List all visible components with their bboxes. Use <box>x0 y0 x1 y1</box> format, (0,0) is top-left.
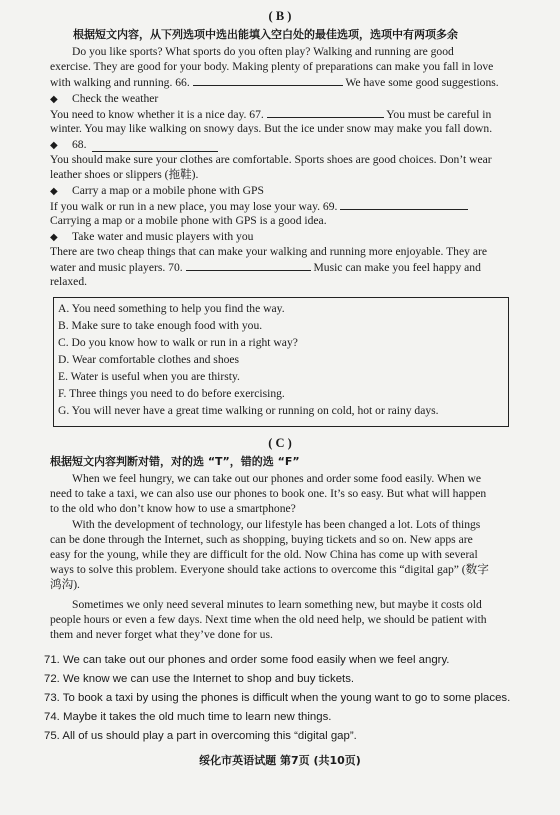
b-heading-4-text: Take water and music players with you <box>72 230 254 243</box>
diamond-bullet-icon: ◆ <box>50 94 58 105</box>
b-heading-3-text: Carry a map or a mobile phone with GPS <box>72 184 264 197</box>
answer-blank-67[interactable] <box>267 107 384 118</box>
b-para4-line1-text: If you walk or run in a new place, you may lose your way. 69. <box>50 200 338 213</box>
option-e: E. Water is useful when you are thirsty. <box>58 370 240 383</box>
c-para3-line1: Sometimes we only need several minutes to learn something new, but maybe it costs old <box>72 598 482 611</box>
c-para2-line3: easy for the young, while they are difficult for the old. Now China has come up with several <box>50 548 478 561</box>
b-para2-line1-end: You must be careful in <box>386 108 492 121</box>
statement-75: 75. All of us should play a part in overcoming this “digital gap”. <box>44 730 357 742</box>
diamond-bullet-icon: ◆ <box>50 140 58 151</box>
section-c-header: ( C ) <box>268 436 292 450</box>
diamond-bullet-icon: ◆ <box>50 186 58 197</box>
b-heading-3 <box>50 184 526 200</box>
page-footer: 绥化市英语试题 第7页 (共10页) <box>199 754 361 767</box>
c-para3-line3: them and never forget what they’ve done for us. <box>50 628 273 641</box>
c-para2-line5: 鸿沟). <box>50 578 80 591</box>
statement-74: 74. Maybe it takes the old much time to learn new things. <box>44 711 332 723</box>
option-c: C. Do you know how to walk or run in a right way? <box>58 336 298 349</box>
section-c-instruction: 根据短文内容判断对错，对的选 “T”，错的选 “F” <box>50 455 300 468</box>
b-para4-line1 <box>50 199 526 215</box>
b-para2-line2: winter. You may like walking on snowy days. But the ice under snow may make you fall down. <box>50 122 493 135</box>
option-a: A. You need something to help you find the way. <box>58 302 285 315</box>
b-para5-line2-text: water and music players. 70. <box>50 261 183 274</box>
statement-73: 73. To book a taxi by using the phones is difficult when the young want to go to some places. <box>44 692 511 704</box>
b-para2-line1-text: You need to know whether it is a nice day. 67. <box>50 108 264 121</box>
c-para1-line3: to the old who don’t know how to use a smartphone? <box>50 502 296 515</box>
option-d: D. Wear comfortable clothes and shoes <box>58 353 240 366</box>
section-b-header: ( B ) <box>268 9 292 23</box>
c-para3-line2: people hours or even a few days. Next time when the old need help, we should be patient with <box>50 613 487 626</box>
c-para1-line2: need to take a taxi, we can also use our phones to book one. It’s so easy. But what will happen <box>50 487 487 500</box>
answer-blank-66[interactable] <box>193 75 343 86</box>
b-para3-line2: leather shoes or slippers (拖鞋). <box>50 168 199 181</box>
b-para5-line3: relaxed. <box>50 275 88 288</box>
statement-71: 71. We can take out our phones and order some food easily when we feel angry. <box>44 654 450 666</box>
b-para4-line2: Carrying a map or a mobile phone with GPS is a good idea. <box>50 214 327 227</box>
options-box <box>53 297 509 427</box>
c-para1-line1: When we feel hungry, we can take out our phones and order some food easily. When we <box>72 472 482 485</box>
b-para2-line1 <box>50 107 526 123</box>
statement-72: 72. We know we can use the Internet to shop and buy tickets. <box>44 673 355 685</box>
option-b: B. Make sure to take enough food with you. <box>58 319 263 332</box>
answer-blank-68[interactable] <box>92 141 218 152</box>
section-b-instruction: 根据短文内容，从下列选项中选出能填入空白处的最佳选项，选项中有两项多余 <box>73 28 458 41</box>
b-heading-1-text: Check the weather <box>72 92 159 105</box>
b-para1-line2: exercise. They are good for your body. Making plenty of preparations can make you fall in love <box>50 60 494 73</box>
b-para5-line2-end: Music can make you feel happy and <box>313 261 481 274</box>
c-para2-line2: can be done through the Internet, such as shopping, buying tickets and so on. New apps are <box>50 533 473 546</box>
answer-blank-70[interactable] <box>186 260 311 271</box>
option-f: F. Three things you need to do before exercising. <box>58 387 285 400</box>
b-para1-line3 <box>50 75 526 91</box>
b-heading-4 <box>50 230 526 246</box>
diamond-bullet-icon: ◆ <box>50 232 58 243</box>
b-para3-line1: You should make sure your clothes are comfortable. Sports shoes are good choices. Don’t wear <box>50 153 492 166</box>
b-para1-line3-end: We have some good suggestions. <box>345 76 499 89</box>
b-heading-2-text: 68. <box>72 138 87 151</box>
b-heading-1 <box>50 92 526 108</box>
answer-blank-69[interactable] <box>340 199 468 210</box>
b-para1-line1: Do you like sports? What sports do you often play? Walking and running are good <box>72 45 454 58</box>
b-para5-line2 <box>50 260 526 276</box>
c-para2-line1: With the development of technology, our lifestyle has been changed a lot. Lots of things <box>72 518 481 531</box>
b-para5-line1: There are two cheap things that can make your walking and running more enjoyable. They are <box>50 245 487 258</box>
option-g: G. You will never have a great time walking or running on cold, hot or rainy days. <box>58 404 439 417</box>
c-para2-line4: ways to solve this problem. Everyone should take actions to overcome this “digital gap” (数字 <box>50 563 489 576</box>
b-para1-line3-text: with walking and running. 66. <box>50 76 190 89</box>
